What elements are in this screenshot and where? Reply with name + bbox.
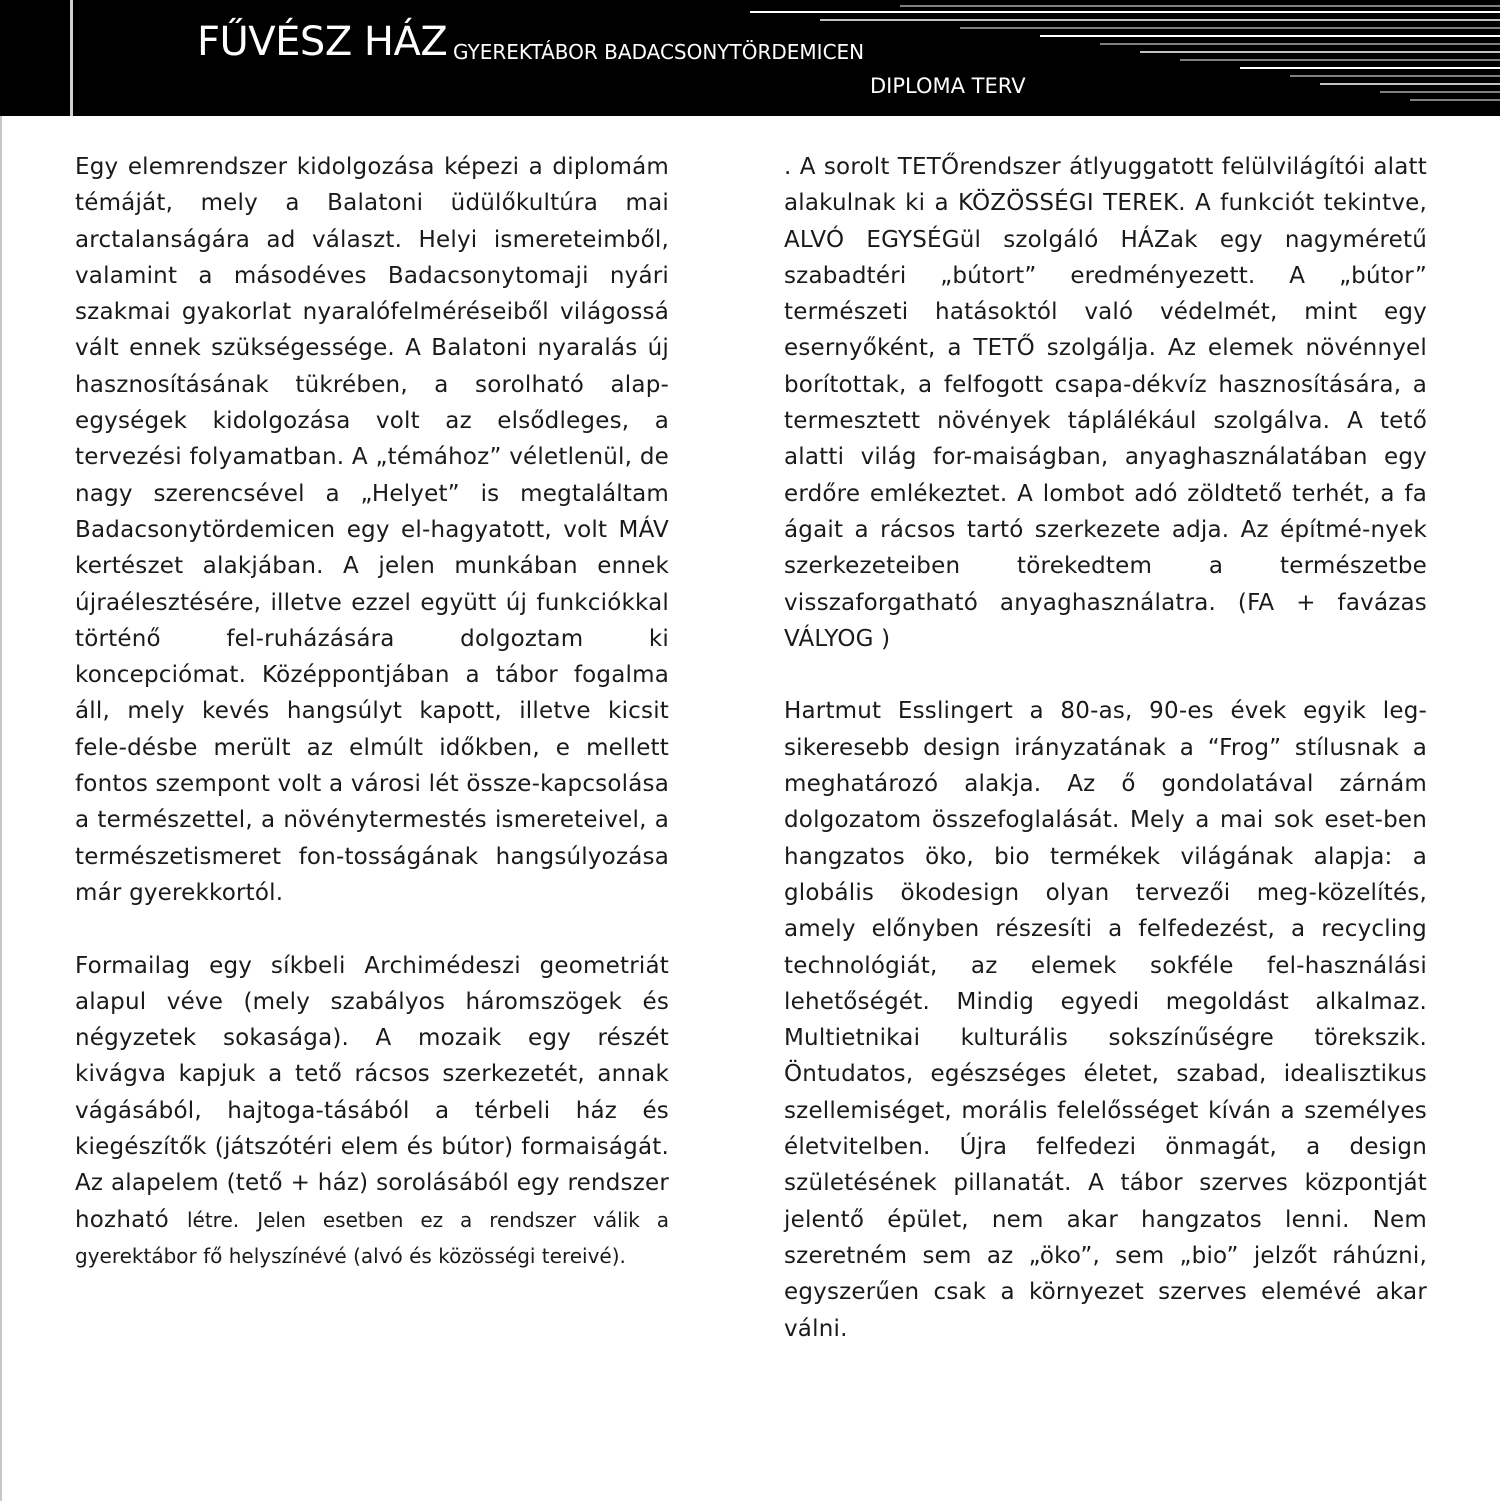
page-header [0, 0, 1500, 116]
right-paragraph-1: . A sorolt TETŐrendszer átlyuggatott felülvilágítói alatt alakulnak ki a KÖZÖSSÉGI TEREK. A funkciót tekintve, ALVÓ EGYSÉGül szolgáló HÁZak egy nagyméretű szabadtéri „bútort” eredményezett. A „bútor” természeti hatásoktól való védelmét, mint egy esernyőként, a TETŐ szolgálja. Az elemek növénnyel borítottak, a felfogott csapa-dékvíz hasznosítására, a termesztett növények táplálékául szolgálva. A tető alatti világ for-maiságban, anyaghasználatában egy erdőre emlékeztet. A lombot adó zöldtető terhét, a fa ágait a rácsos tartó szerkezete adja. Az építmé-nyek szerkezeteiben törekedtem a természetbe visszaforgatható anyaghasználatra. (FA + favázas VÁLYOG ) [784, 154, 1427, 652]
page-title: FŰVÉSZ HÁZ [197, 19, 448, 65]
left-paragraph-2-text: Formailag egy síkbeli Archimédeszi geometriát alapul véve (mely szabályos háromszögek és négyzetek sokasága). A mozaik egy részét kivágva kapjuk a tető rácsos szerkezetét, annak vágásából, hajtoga-tásából a térbeli ház és kiegészítők (játszótéri elem és bútor) formaiságát. Az alapelem (tető + ház) sorolásából egy rendszer hozható [75, 952, 669, 1233]
page-subtitle: GYEREKTÁBOR BADACSONYTÖRDEMICEN [453, 40, 865, 64]
right-paragraph-2: Hartmut Esslingert a 80-as, 90-es évek egyik leg-sikeresebb design irányzatának a “Frog” stílusnak a meghatározó alakja. Az ő gondolatával zárnám dolgozatom összefoglalását. Mely a mai sok eset-ben hangzatos öko, bio termékek világának alapja: a globális ökodesign olyan tervezői meg-közelítés, amely előnyben részesíti a felfedezést, a recycling technológiát, az elemek sokféle fel-használási lehetőségét. Mindig egyedi megoldást alkalmaz. Multietnikai kulturális sokszínűségre törekszik. Öntudatos, egészséges életet, szabad, idealisztikus szellemiséget, morális felelősséget kíván a személyes életvitelben. Újra felfedezi önmagát, a design születésének pillanatát. A tábor szerves központját jelentő épület, nem akar hangzatos lenni. Nem szeretném sem az „öko”, sem „bio” jelzőt ráhúzni, egyszerűen csak a környezet szerves elemévé akar válni. [784, 698, 1427, 1342]
right-column [784, 149, 1427, 1347]
page-tag: DIPLOMA TERV [870, 74, 1026, 98]
left-column [75, 149, 669, 1274]
left-paragraph-2-small-start: létre. [186, 1207, 240, 1232]
left-margin-rule [0, 116, 2, 1501]
left-paragraph-2 [75, 948, 669, 1275]
left-paragraph-2-small-rest: Jelen esetben ez a rendszer válik a gyerektábor fő helyszínévé (alvó és közösségi tereivé). [75, 1207, 670, 1268]
header-divider [70, 0, 73, 116]
left-paragraph-1: Egy elemrendszer kidolgozása képezi a diplomám témáját, mely a Balatoni üdülőkultúra mai arctalanságára ad választ. Helyi ismereteimből, valamint a másodéves Badacsonytomaji nyári szakmai gyakorlat nyaralófelméréseiből világossá vált ennek szükségessége. A Balatoni nyaralás új hasznosításának tükrében, a sorolható alap-egységek kidolgozása volt az elsődleges, a tervezési folyamatban. A „témához” véletlenül, de nagy szerencsével a „Helyet” is megtaláltam Badacsonytördemicen egy el-hagyatott, volt MÁV kertészet alakjában. A jelen munkában ennek újraélesztésére, illetve ezzel együtt új funkciókkal történő fel-ruházására dolgoztam ki koncepciómat. Középpontjában a tábor fogalma áll, mely kevés hangsúlyt kapott, illetve kicsit fele-désbe merült az elmúlt időkben, e mellett fontos szempont volt a városi lét össze-kapcsolása a természettel, a növénytermestés ismereteivel, a természetismeret fon-tosságának hangsúlyozása már gyerekkortól. [75, 154, 669, 906]
